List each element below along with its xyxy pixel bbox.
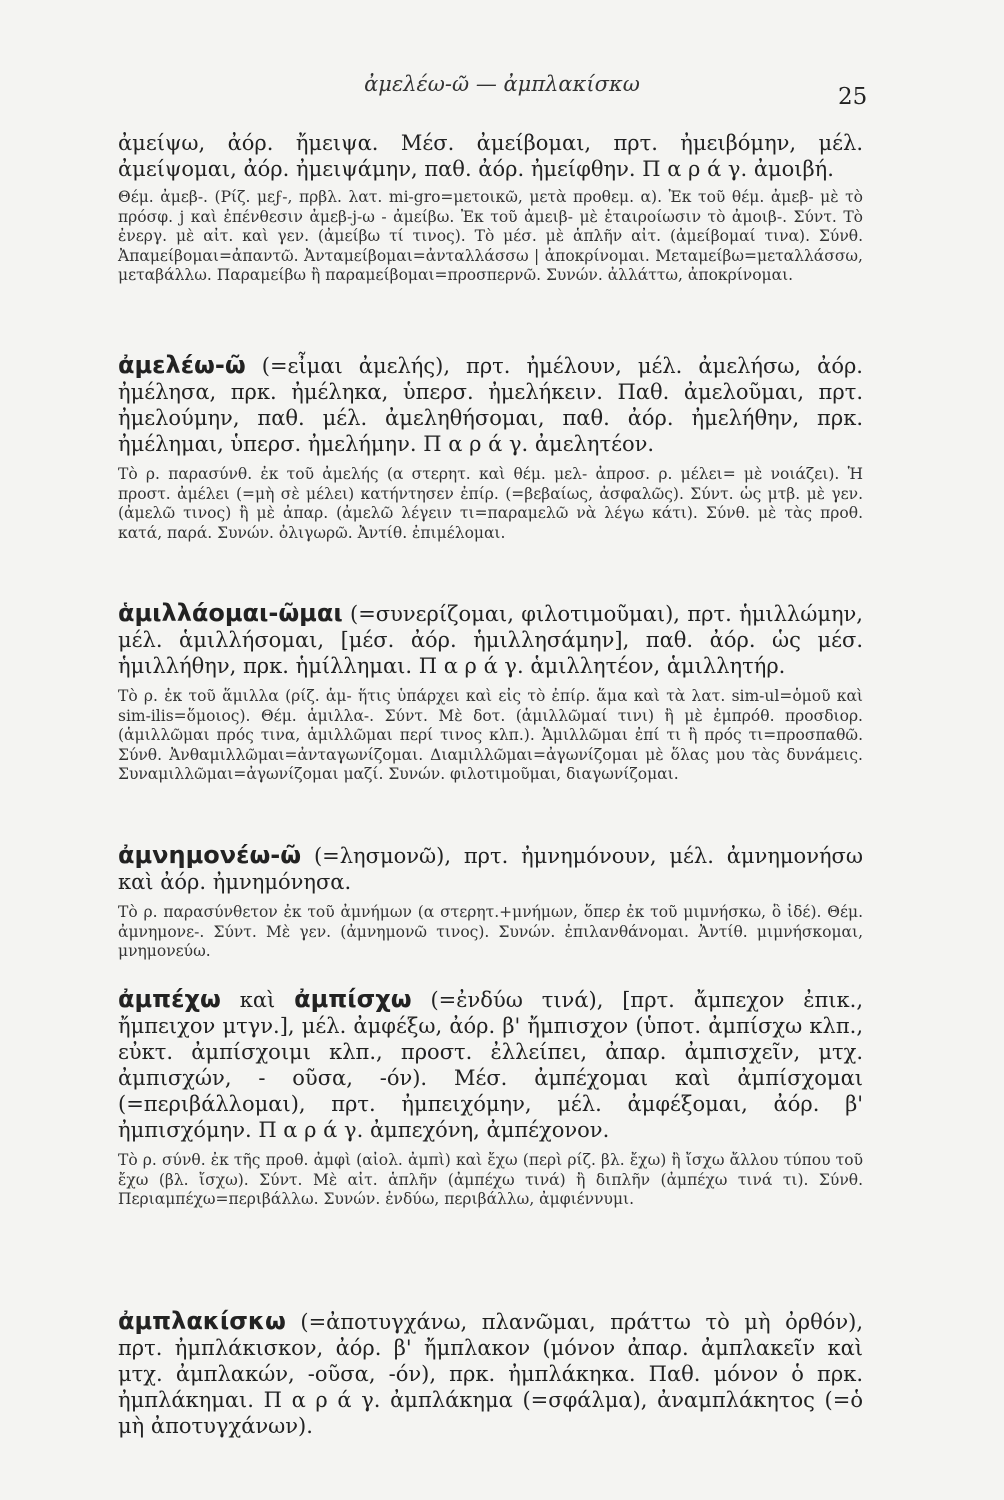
entry-etymology: Θέμ. ἀμεβ-. (Ρίζ. μεϝ-, πρβλ. λατ. mi-gro=μετοικῶ, μετὰ προθεμ. α). Ἐκ τοῦ θέμ. ἀμεβ- μὲ τὸ πρόσφ. j καὶ ἐπένθεσιν ἀμεβ-j-ω - ἀμείβω. Ἐκ τοῦ ἀμειβ- μὲ ἑταιροίωσιν τὸ ἀμοιβ-. Σύντ. Τὸ ἐνεργ. μὲ αἰτ. καὶ γεν. (ἀμείβω τί τινος). Τὸ μέσ. μὲ ἁπλῆν αἰτ. (ἀμείβομαί τινα). Σύνθ. Ἀπαμείβομαι=ἀπαντῶ. Ἀνταμείβομαι=ἀνταλλάσσω | ἀποκρίνομαι. Μεταμείβω=μεταλλάσσω, μεταβάλλω. Παραμείβω ἢ παραμείβομαι=προσπερνῶ. Συνών. ἀλλάττω, ἀποκρίνομαι. [118, 188, 863, 284]
entry-connector: καὶ [220, 988, 295, 1012]
entry-etymology: Τὸ ρ. παρασύνθ. ἐκ τοῦ ἀμελής (α στερητ. καὶ θέμ. μελ- ἀπροσ. ρ. μέλει= μὲ νοιάζει). Ἡ προστ. ἀμέλει (=μὴ σὲ μέλει) κατήντησεν ἐπίρ. (=βεβαίως, ἀσφαλῶς). Σύντ. ὡς μτβ. μὲ γεν. (ἀμελῶ τινος) ἢ μὲ ἀπαρ. (ἀμελῶ λέγειν τι=παραμελῶ νὰ λέγω κάτι). Σύνθ. μὲ τὰς προθ. κατά, παρά. Συνών. ὀλιγωρῶ. Ἀντίθ. ἐπιμέλομαι. [118, 465, 863, 542]
entry-amillaomai [118, 600, 863, 785]
entry-etymology: Τὸ ρ. ἐκ τοῦ ἅμιλλα (ρίζ. ἁμ- ἥτις ὑπάρχει καὶ εἰς τὸ ἐπίρ. ἅμα καὶ τὰ λατ. sim-ul=ὁμοῦ καὶ sim-ilis=ὅμοιος). Θέμ. ἁμιλλα-. Σύντ. Μὲ δοτ. (ἁμιλλῶμαί τινι) ἢ μὲ ἐμπρόθ. προσδιορ. (ἁμιλλῶμαι πρός τινα, ἁμιλλῶμαι περί τινος κλπ.). Ἁμιλλῶμαι ἐπί τι ἢ πρός τι=προσπαθῶ. Σύνθ. Ἀνθαμιλλῶμαι=ἀνταγωνίζομαι. Διαμιλλῶμαι=ἀγωνίζομαι μὲ ὅλας μου τὰς δυνάμεις. Συναμιλλῶμαι=ἀγωνίζομαι μαζί. Συνών. φιλοτιμοῦμαι, διαγωνίζομαι. [118, 687, 863, 783]
entry-amplakiskw [118, 1308, 863, 1439]
entry-grammar: (=ἐνδύω τινά), [πρτ. ἄμπεχον ἐπικ., ἤμπειχον μτγν.], μέλ. ἀμφέξω, ἀόρ. β' ἤμπισχον (ὑποτ. ἀμπίσχω κλπ., εὐκτ. ἀμπίσχοιμι κλπ., προστ. ἐλλείπει, ἀπαρ. ἀμπισχεῖν, μτχ. ἀμπισχών, - οῦσα, -όν). Μέσ. ἀμπέχομαι καὶ ἀμπίσχομαι (=περιβάλλομαι), πρτ. ἠμπειχόμην, μέλ. ἀμφέξομαι, ἀόρ. β' ἠμπισχόμην. Π α ρ ά γ. ἀμπεχόνη, ἀμπέχονον. [118, 988, 863, 1142]
entry-main-text: ἀμείψω, ἀόρ. ἤμειψα. Μέσ. ἀμείβομαι, πρτ. ἠμειβόμην, μέλ. ἀμείψομαι, ἀόρ. ἠμειψάμην, παθ. ἀόρ. ἠμείφθην. Π α ρ ά γ. ἀμοιβή. [118, 131, 863, 181]
entry-amelew [118, 352, 863, 543]
entry-grammar: (=συνερίζομαι, φιλοτιμοῦμαι), πρτ. ἡμιλλώμην, μέλ. ἁμιλλήσομαι, [μέσ. ἀόρ. ἡμιλλησάμην], παθ. ἀόρ. ὡς μέσ. ἡμιλλήθην, πρκ. ἡμίλλημαι. Π α ρ ά γ. ἁμιλλητέον, ἁμιλλητήρ. [118, 602, 863, 678]
entry-grammar: (=ἀποτυγχάνω, πλανῶμαι, πράττω τὸ μὴ ὀρθόν), πρτ. ἠμπλάκισκον, ἀόρ. β' ἤμπλακον (μόνον ἀπαρ. ἀμπλακεῖν καὶ μτχ. ἀμπλακών, -οῦσα, -όν), πρκ. ἠμπλάκηκα. Παθ. μόνον ὁ πρκ. ἠμπλάκημαι. Π α ρ ά γ. ἀμπλάκημα (=σφάλμα), ἀναμπλάκητος (=ὁ μὴ ἀποτυγχάνων). [118, 1310, 863, 1438]
entry-headword-variant: ἀμπίσχω [294, 985, 412, 1013]
entry-continuation [118, 130, 863, 286]
entry-headword: ἀμπλακίσκω [118, 1307, 286, 1335]
entry-headword: ἀμπέχω [118, 985, 221, 1013]
entry-main-text [118, 352, 863, 457]
entry-headword: ἁμιλλάομαι-ῶμαι [118, 599, 343, 627]
running-title: ἀμελέω-ῶ — ἀμπλακίσκω [364, 72, 640, 96]
entry-grammar: (=εἶμαι ἀμελής), πρτ. ἠμέλουν, μέλ. ἀμελήσω, ἀόρ. ἠμέλησα, πρκ. ἠμέληκα, ὑπερσ. ἠμελήκειν. Παθ. ἀμελοῦμαι, πρτ. ἠμελούμην, παθ. μέλ. ἀμεληθήσομαι, παθ. ἀόρ. ἠμελήθην, πρκ. ἠμέλημαι, ὑπερσ. ἠμελήμην. Π α ρ ά γ. ἀμελητέον. [118, 354, 863, 456]
entry-etymology: Τὸ ρ. σύνθ. ἐκ τῆς προθ. ἀμφὶ (αἰολ. ἀμπὶ) καὶ ἔχω (περὶ ρίζ. βλ. ἔχω) ἢ ἴσχω ἄλλου τύπου τοῦ ἔχω (βλ. ἴσχω). Σύντ. Μὲ αἰτ. ἁπλῆν (ἀμπέχω τινά) ἢ διπλῆν (ἀμπέχω τινά τι). Σύνθ. Περιαμπέχω=περιβάλλω. Συνών. ἐνδύω, περιβάλλω, ἀμφιέννυμι. [118, 1151, 863, 1208]
entry-main-text [118, 986, 863, 1143]
entry-main-text [118, 600, 863, 679]
entry-etymology: Τὸ ρ. παρασύνθετον ἐκ τοῦ ἀμνήμων (α στερητ.+μνήμων, ὅπερ ἐκ τοῦ μιμνήσκω, ὃ ἰδέ). Θέμ. ἀμνημονε-. Σύντ. Μὲ γεν. (ἀμνημονῶ τινος). Συνών. ἐπιλανθάνομαι. Ἀντίθ. μιμνήσκομαι, μνημονεύω. [118, 903, 863, 960]
entry-main-text [118, 842, 863, 895]
entry-main-text [118, 1308, 863, 1439]
entry-headword: ἀμνημονέω-ῶ [118, 841, 302, 869]
entry-headword: ἀμελέω-ῶ [118, 351, 246, 379]
entry-amnimonew [118, 842, 863, 962]
entry-grammar: (=λησμονῶ), πρτ. ἠμνημόνουν, μέλ. ἀμνημονήσω καὶ ἀόρ. ἠμνημόνησα. [118, 844, 863, 894]
page-number: 25 [838, 84, 868, 110]
entry-ampexw [118, 986, 863, 1210]
